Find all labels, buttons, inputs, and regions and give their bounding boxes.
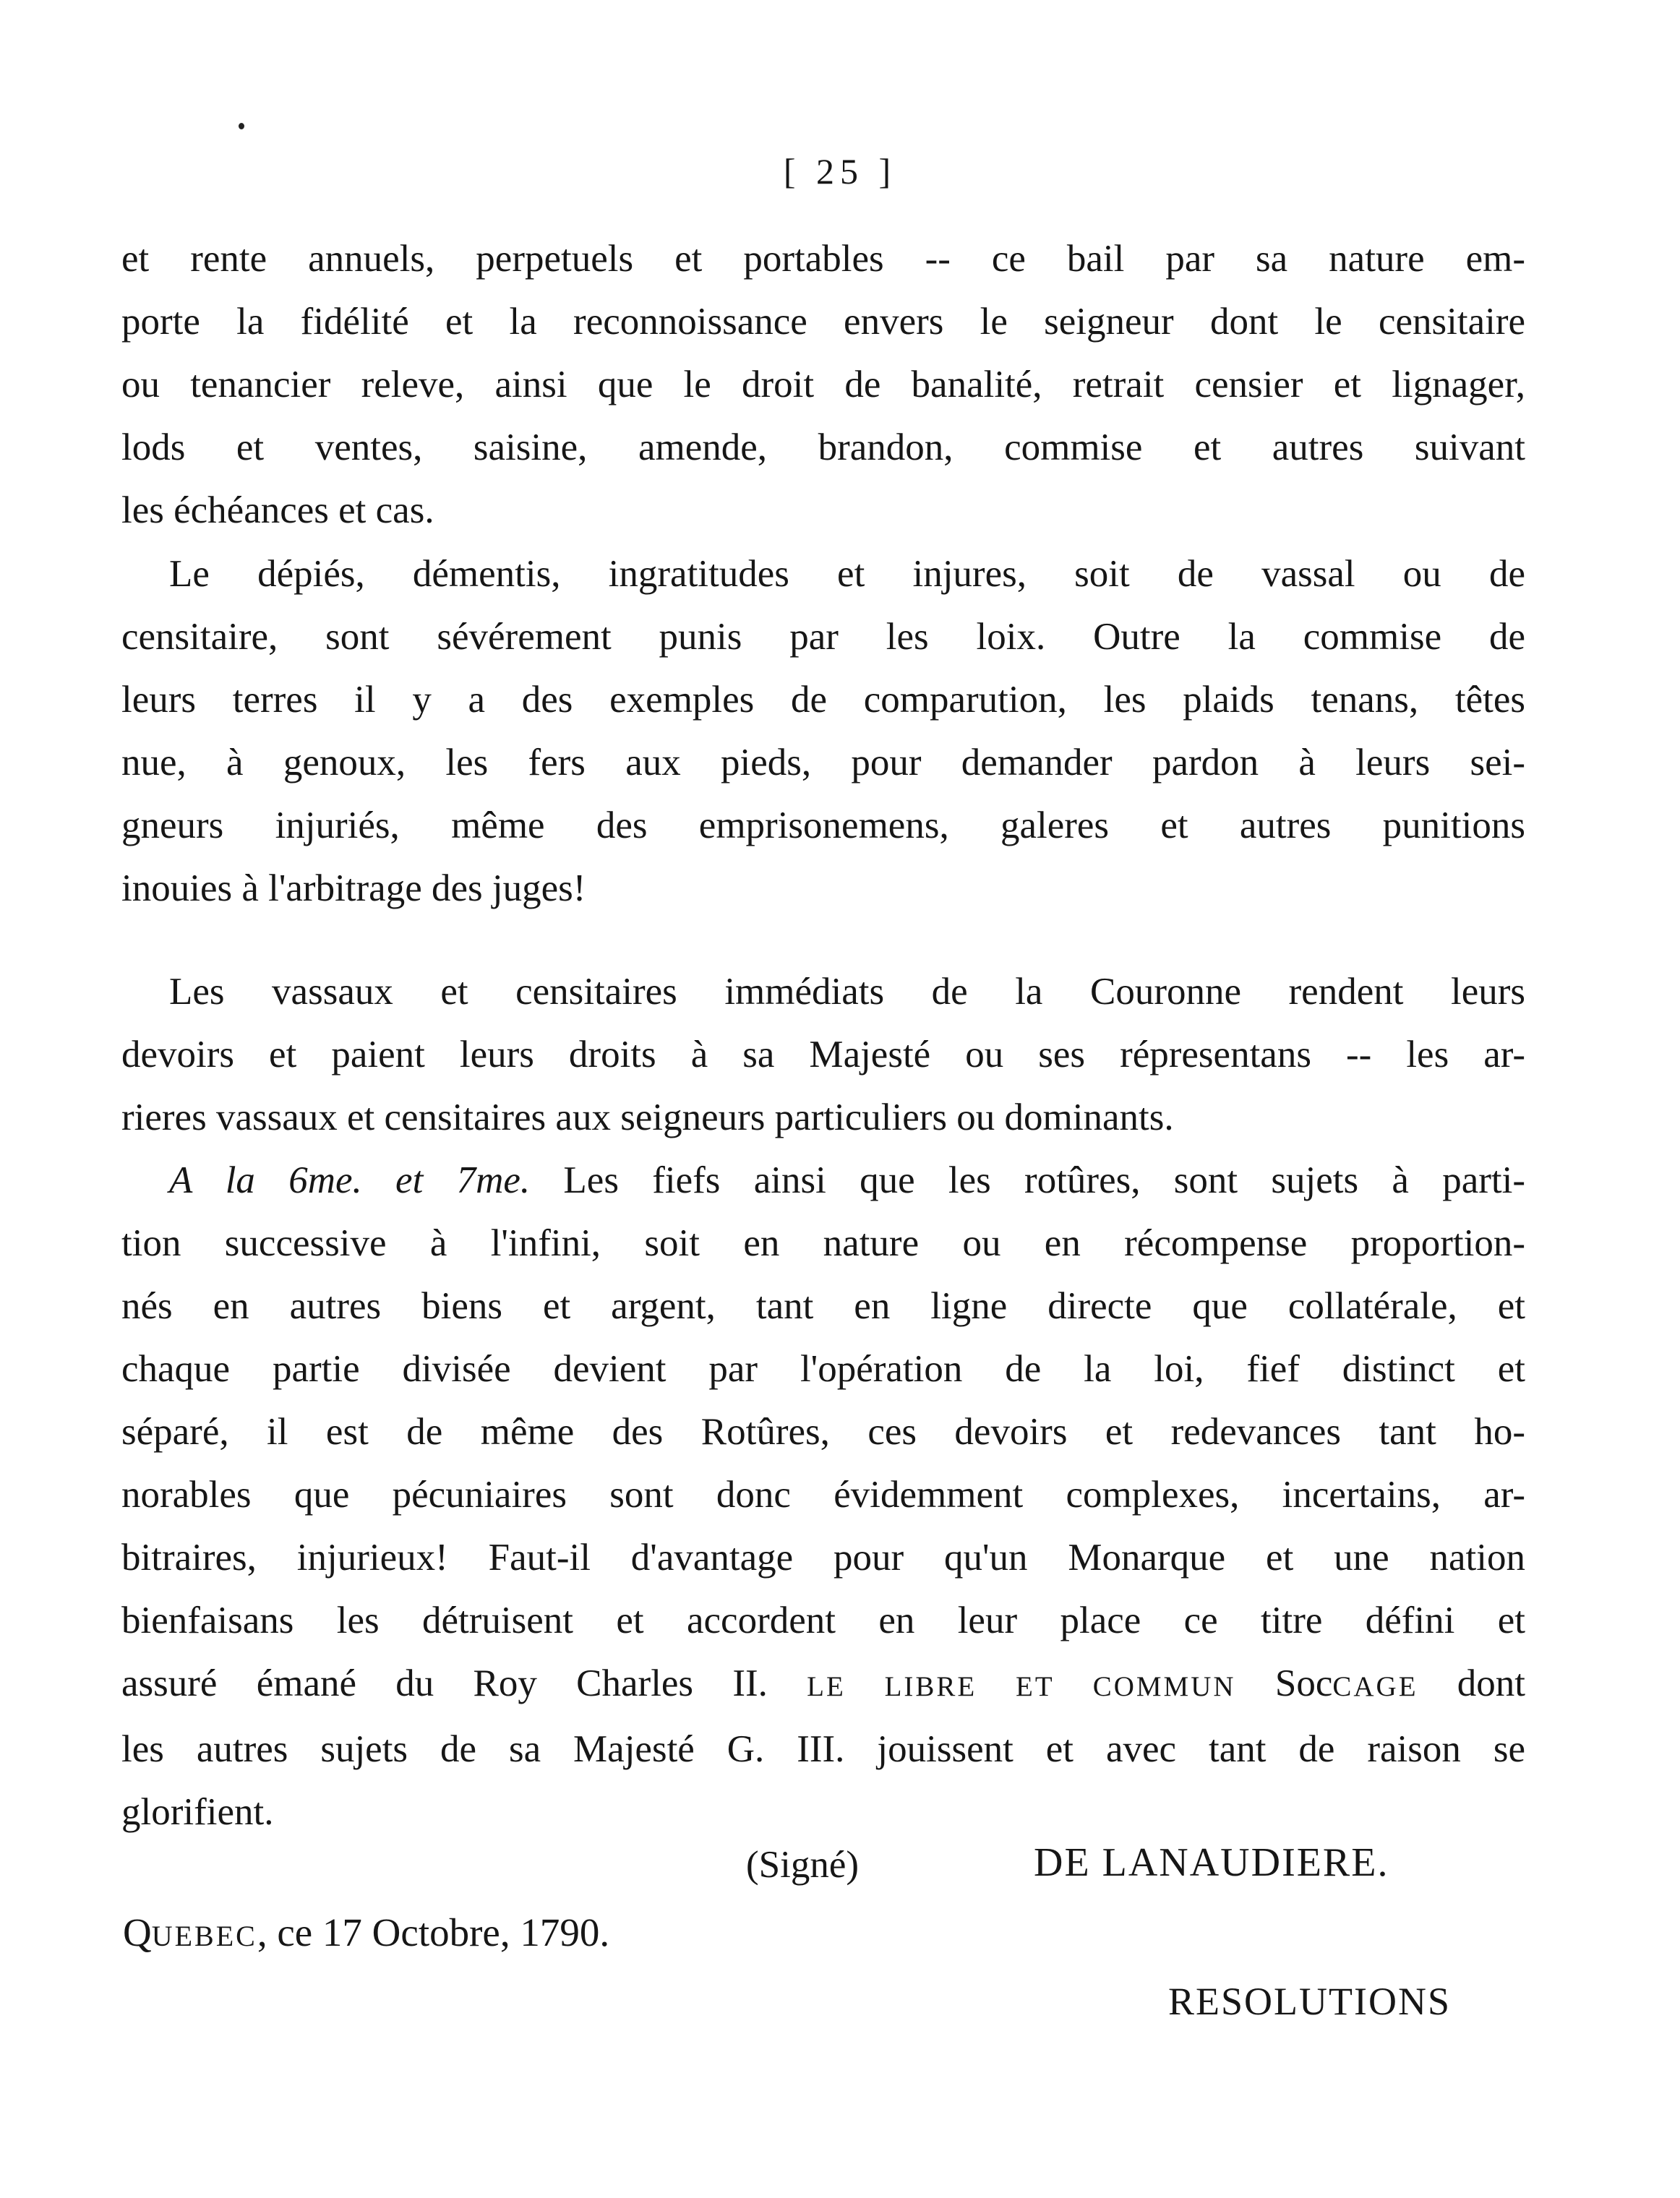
text-line: censitaire, sont sévérement punis par les loix. Outre la commise de (121, 616, 1525, 658)
paragraph-2 (121, 543, 1525, 920)
text-line: gneurs injuriés, même des emprisonemens, galeres et autres punitions (121, 804, 1525, 846)
signed-label: (Signé) (746, 1844, 860, 1886)
text-line: séparé, il est de même des Rotûres, ces devoirs et redevances tant ho- (121, 1411, 1525, 1453)
text-line: porte la fidélité et la reconnoissance envers le seigneur dont le censitaire (121, 301, 1525, 343)
text-line: chaque partie divisée devient par l'opération de la loi, fief distinct et (121, 1348, 1525, 1390)
text-line: glorifient. (121, 1791, 274, 1833)
paragraph-3 (121, 961, 1525, 1149)
text-run: Soc (1235, 1662, 1333, 1704)
text-run: assuré émané du Roy Charles II. (121, 1662, 807, 1704)
date-text: , ce 17 Octobre, 1790. (257, 1910, 610, 1954)
paragraph-4 (121, 1149, 1525, 1844)
ink-speck (239, 123, 244, 129)
text-line: rieres vassaux et censitaires aux seigneurs particuliers ou dominants. (121, 1096, 1174, 1138)
text-line: Le dépiés, démentis, ingratitudes et injures, soit de vassal ou de (169, 553, 1525, 595)
signer-name: DE LANAUDIERE. (1034, 1840, 1389, 1885)
text-line: bitraires, injurieux! Faut-il d'avantage pour qu'un Monarque et une nation (121, 1537, 1525, 1579)
text-line: leurs terres il y a des exemples de comparution, les plaids tenans, têtes (121, 679, 1525, 721)
small-caps-run: CAGE (1332, 1671, 1418, 1702)
italic-lead: A la 6me. et 7me. (169, 1159, 531, 1201)
text-line: bienfaisans les détruisent et accordent en leur place ce titre défini et (121, 1600, 1525, 1641)
text-line: les échéances et cas. (121, 489, 434, 531)
text-line: les autres sujets de sa Majesté G. III. jouissent et avec tant de raison se (121, 1728, 1525, 1770)
text-line: nés en autres biens et argent, tant en ligne directe que collatérale, et (121, 1285, 1525, 1327)
text-line: Les vassaux et censitaires immédiats de la Couronne rendent leurs (169, 971, 1525, 1013)
text-line: devoirs et paient leurs droits à sa Majesté ou ses répresentans -- les ar- (121, 1034, 1525, 1076)
catchword: RESOLUTIONS (1168, 1980, 1452, 2023)
place-initial: Q (123, 1910, 152, 1954)
text-line: et rente annuels, perpetuels et portables -- ce bail par sa nature em- (121, 238, 1525, 280)
text-line: tion successive à l'infini, soit en nature ou en récompense proportion- (121, 1222, 1525, 1264)
text-line-lead (121, 1149, 1525, 1212)
page-number: [ 25 ] (783, 151, 897, 192)
text-line-soccage (121, 1652, 1525, 1718)
text-run: Les fiefs ainsi que les rotûres, sont sujets à parti- (530, 1159, 1525, 1201)
small-caps-run: LE LIBRE ET COMMUN (807, 1671, 1236, 1702)
text-line: inouies à l'arbitrage des juges! (121, 867, 586, 909)
text-line: nue, à genoux, les fers aux pieds, pour demander pardon à leurs sei- (121, 742, 1525, 784)
place-and-date (123, 1910, 609, 1955)
paragraph-1 (121, 228, 1525, 542)
text-run: dont (1418, 1662, 1526, 1704)
text-line: ou tenancier releve, ainsi que le droit de banalité, retrait censier et lignager, (121, 364, 1525, 405)
page-header (0, 142, 1680, 195)
text-line: norables que pécuniaires sont donc évidemment complexes, incertains, ar- (121, 1474, 1525, 1516)
text-line: lods et ventes, saisine, amende, brandon, commise et autres suivant (121, 426, 1525, 468)
place-small-caps: UEBEC (151, 1920, 257, 1952)
